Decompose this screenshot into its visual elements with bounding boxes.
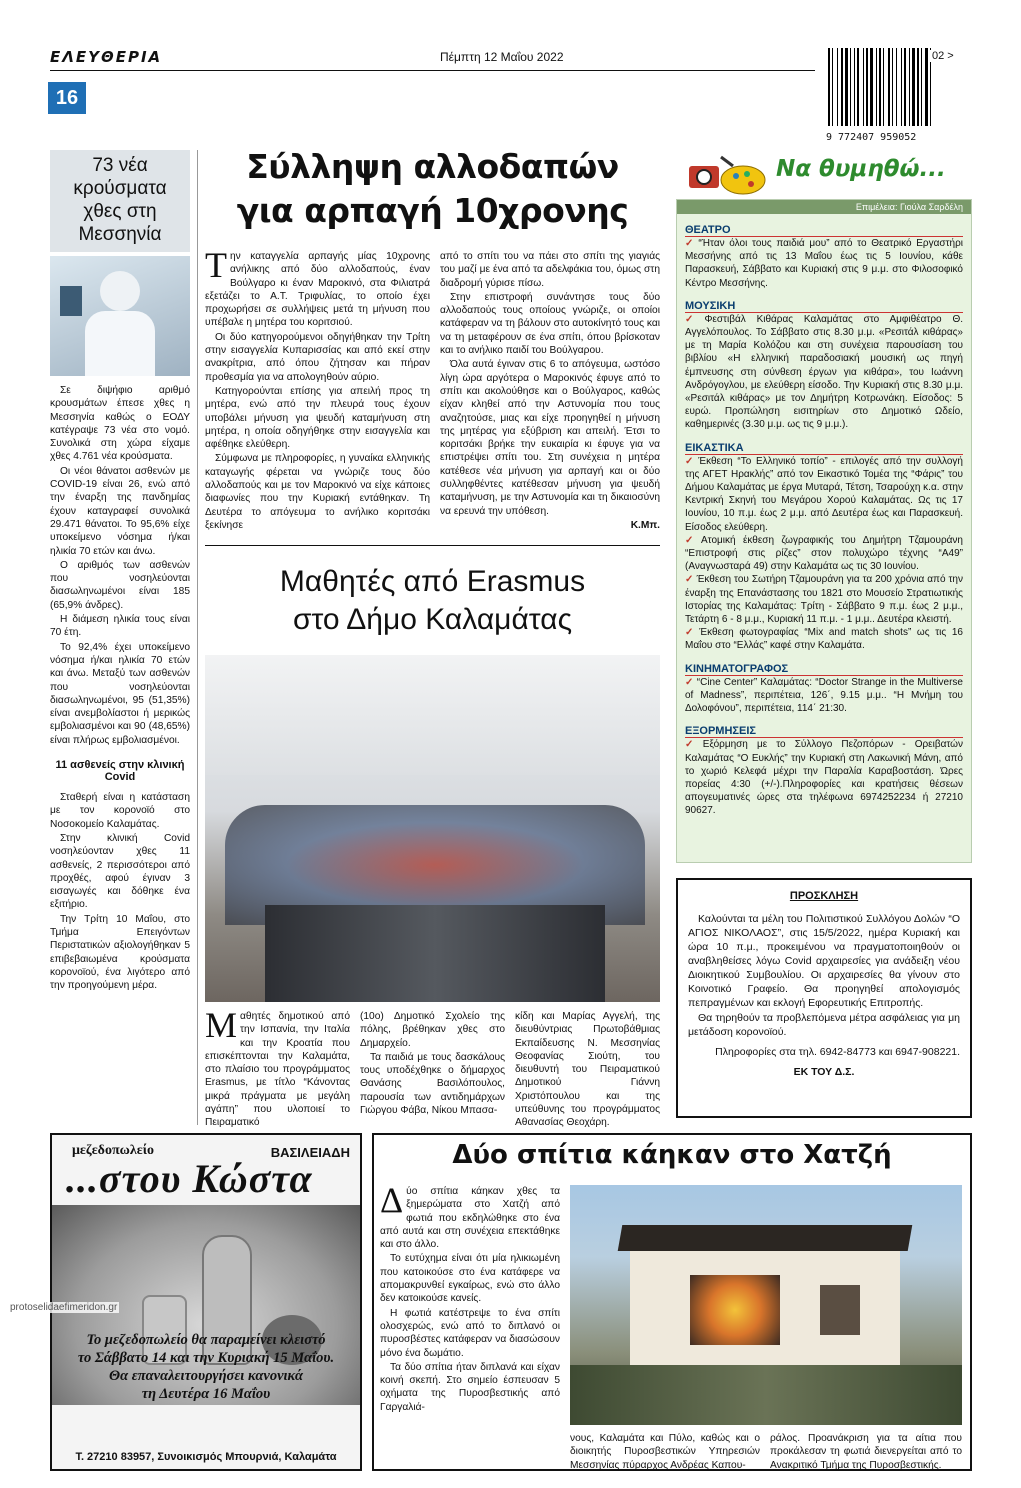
ad-name: ...στου Κώστα <box>66 1156 313 1201</box>
checkmark-icon: ✓ <box>685 534 698 546</box>
remember-item-text: Εξόρμηση με το Σύλλογο Πεζοπόρων - Ορειβατών Καλαμάτας “Ο Ευκλής” την Κυριακή στη Λακωνική Μάνη, από το χωριό Κελεφά μέχρι την Παραλία Καραβοστάση. Ώρες πορείας 4:30 (+/-).Πληροφορίες και κρατήσεις θέσεων απογευματινές ώρες στα τηλέφωνα 6974252234 ή 27210 90627. <box>685 739 963 817</box>
barcode-bar <box>854 48 855 126</box>
invitation-signature: ΕΚ ΤΟΥ Δ.Σ. <box>793 1066 855 1078</box>
remember-item <box>685 534 963 574</box>
barcode-bar <box>857 48 859 126</box>
fire-paragraph: ύο σπίτια κάηκαν χθες τα ξημερώματα στο Χατζή από φωτιά που εκδηλώθηκε στο ένα από αυτά και στη συνέχεια επεκτάθηκε και στο άλλο. <box>380 1186 560 1251</box>
page-number: 16 <box>48 82 86 114</box>
remember-section-heading: ΕΙΚΑΣΤΙΚΑ <box>685 442 963 455</box>
erasmus-dropcap: Μ <box>205 1005 238 1045</box>
remember-item <box>685 676 963 716</box>
arrest-title-line2: για αρπαγή 10χρονης <box>236 191 629 230</box>
covid-body <box>50 384 190 747</box>
remember-item <box>685 626 963 652</box>
issue-date: Πέμπτη 12 Μαΐου 2022 <box>440 50 564 64</box>
remember-item <box>685 573 963 626</box>
barcode-bar <box>925 48 928 126</box>
ad-footer: Τ. 27210 83957, Συνοικισμός Μπουρνιά, Καλαμάτα <box>75 1451 337 1463</box>
checkmark-icon: ✓ <box>685 676 694 688</box>
barcode-bar <box>901 48 902 126</box>
remember-item <box>685 237 963 290</box>
covid-rule <box>197 150 198 1125</box>
arrest-paragraph: ην καταγγελία αρπαγής μίας 10χρονης ανήλικης από δύο αλλοδαπούς, έναν Βούλγαρο κι έναν Μαροκινό, στα Φιλιατρά εξετάζει το Α.Τ. Τριφυλίας, το οποίο έχει προχωρήσει σε συλλήψεις μετά τη μήνυση που υπέβαλε η μητέρα του κοριτσιού. <box>205 251 430 329</box>
barcode-number: 9 772407 959052 <box>826 132 917 143</box>
barcode-bar <box>896 48 897 126</box>
erasmus-title-line1: Μαθητές από Erasmus <box>279 565 586 598</box>
barcode-bar <box>892 48 893 126</box>
ad-notice-line3: Θα επαναλειτουργήσει κανονικά <box>109 1368 303 1384</box>
ad-notice-line1: Το μεζεδοπωλείο θα παραμείνει κλειστό <box>86 1332 326 1348</box>
erasmus-col3 <box>515 1010 660 1131</box>
covid-paragraph: Την Τρίτη 10 Μαΐου, στο Τμήμα Επειγόντων Περιστατικών αξιολογήθηκαν 5 επιβεβαιωμένα κρούσματα κορονοϊού, ένα λιγότερο από την προηγούμενη μέρα. <box>50 913 190 992</box>
fire-col1 <box>380 1180 560 1415</box>
barcode-bar <box>888 48 890 126</box>
camera-palette-icon <box>681 152 771 198</box>
checkmark-icon: ✓ <box>685 313 702 325</box>
covid-subtitle: 11 ασθενείς στην κλινική Covid <box>55 759 185 784</box>
arrest-title-line1: Σύλληψη αλλοδαπών <box>246 147 619 186</box>
checkmark-icon: ✓ <box>685 455 696 467</box>
covid-paragraph: Οι νέοι θάνατοι ασθενών με COVID-19 είναι 26, ενώ από την έναρξη της πανδημίας έχουν καταγραφεί συνολικά 29.471 θάνατοι. Το 95,6% είχε υποκείμενο νόσημα ή/και ηλικία 70 ετών και άνω. <box>50 465 190 557</box>
covid-paragraph: Το 92,4% έχει υποκείμενο νόσημα ή/και ηλικία 70 ετών και άνω. Μεταξύ των ασθενών που νοσηλεύονται διασωληνωμένοι, 95 (51,35%) είναι ανεμβολίαστοι ή μερικώς εμβολιασμένοι και 90 (48,65%) είναι πλήρως εμβολιασμένοι. <box>50 641 190 746</box>
covid-paragraph: Ο αριθμός των ασθενών που νοσηλεύονται διασωληνωμένοι είναι 185 (65,9% άνδρες). <box>50 559 190 611</box>
covid-paragraph: Σταθερή είναι η κατάσταση με τον κορονοϊό στο Νοσοκομείο Καλαμάτας. <box>50 792 190 830</box>
barcode-bar <box>870 48 873 126</box>
fire-col2-text: νους, Καλαμάτα και Πύλο, καθώς και ο διοικητής Πυροσβεστικών Υπηρεσιών Μεσσηνίας πύραρχος Ανδρέας Καπου- <box>570 1433 760 1471</box>
fire-col3 <box>770 1432 962 1473</box>
barcode-bar <box>828 48 830 126</box>
barcode-bar <box>883 48 884 126</box>
remember-header <box>676 150 972 200</box>
remember-title: Να θυμηθώ... <box>776 156 946 182</box>
invitation-info: Πληροφορίες στα τηλ. 6942-84773 και 6947-908221. <box>715 1046 960 1058</box>
barcode-bar <box>917 48 919 126</box>
remember-section-heading: ΜΟΥΣΙΚΗ <box>685 300 963 313</box>
arrest-paragraph: Στην επιστροφή συνάντησε τους δύο αλλοδαπούς τους οποίους γνώριζε, οι οποίοι κατάφεραν να τη βάλουν στο αυτοκίνητό τους και να τη μεταφέρουν σε ένα σπίτι, όπου βρίσκοταν και το ανήλικο παιδί του Βούλγαρου. <box>440 291 660 357</box>
covid-photo <box>50 256 190 376</box>
remember-item-text: Έκθεση “Το Ελληνικό τοπίο” - επιλογές από την συλλογή της ΑΓΕΤ Ηρακλής” από τον Εικαστικό Τομέα της “Φάρις” του Δήμου Καλαμάτας με έργα Μυταρά, Τέτση, Τσαρούχη κ.α. στην Κεντρική Σκηνή του Μεγάρου Χορού Καλαμάτας. Ως τις 17 Ιουνίου, 10 π.μ. έως 2 μ.μ. από Δευτέρα έως και Παρασκευή. Είσοδος ελεύθερη. <box>685 455 963 533</box>
barcode-bar <box>912 48 915 126</box>
arrest-paragraph: από το σπίτι του να πάει στο σπίτι της γιαγιάς του μαζί με ένα από τα αδελφάκια του, όμως στη διαδρομή γύρισε πίσω. <box>440 251 660 289</box>
invitation-body: Καλούνται τα μέλη του Πολιτιστικού Συλλόγου Δολών “Ο ΑΓΙΟΣ ΝΙΚΟΛΑΟΣ”, στις 15/5/2022, ημέρα Κυριακή και ώρα 10 π.μ., προκειμένου να πραγματοποιηθούν οι αναβληθείσες λόγω Covid αρχαιρεσίες για ανάδειξη νέου Διοικητικού Συμβουλίου. Οι αρχαιρεσίες θα γίνουν στο Κοινοτικό Γραφείο. Θα προηγηθεί απολογισμός πεπραγμένων και εκλογή Εφορευτικής Επιτροπής. <box>688 913 960 1009</box>
checkmark-icon: ✓ <box>685 574 694 586</box>
erasmus-title <box>205 563 660 639</box>
erasmus-col3-text: κίδη και Μαρίας Αγγελή, της διευθύντριας Πρωτοβάθμιας Εκπαίδευσης Ν. Μεσσηνίας Θεοφανίας Σιούτη, του διευθυντή του Πειραματικού Δημοτικού Γιάννη Χριστόπουλου και της υπεύθυνης του προγράμματος Αθανασίας Θεοχάρη. <box>515 1011 660 1129</box>
fire-photo <box>570 1185 962 1425</box>
barcode-bar <box>879 48 881 126</box>
checkmark-icon: ✓ <box>685 238 696 249</box>
remember-item <box>685 313 963 432</box>
arrest-paragraph: Οι δύο κατηγορούμενοι οδηγήθηκαν την Τρίτη στην εισαγγελία Κυπαρισσίας και από εκεί στην ανακρίτρια, από όπου ζήτησαν και πήραν προθεσμία για να απολογηθούν αύριο. <box>205 331 430 383</box>
arrest-dropcap: Τ <box>205 245 227 285</box>
arrest-signature: Κ.Μπ. <box>630 519 660 531</box>
checkmark-icon: ✓ <box>685 627 697 639</box>
checkmark-icon: ✓ <box>685 739 700 751</box>
ad-notice-line4: τη Δευτέρα 16 Μαΐου <box>141 1386 271 1402</box>
barcode-bar <box>866 48 868 126</box>
arrest-bottom-rule <box>205 545 660 546</box>
fire-col2 <box>570 1432 760 1473</box>
barcode-bar <box>876 48 877 126</box>
remember-item <box>685 738 963 817</box>
header-rule <box>50 70 815 71</box>
barcode-bar <box>850 48 851 126</box>
remember-box <box>676 199 972 863</box>
covid-paragraph: Σε διψήφιο αριθμό κρουσμάτων έπεσε χθες η Μεσσηνία καθώς ο ΕΟΔΥ κατέγραψε 73 νέα στο νομό. Συνολικά στη χώρα είχαμε χθες 4.761 νέα κρούσματα. <box>50 385 190 463</box>
remember-item-text: “Ήταν όλοι τους παιδιά μου” από το Θεατρικό Εργαστήρι Μεσσήνης από τις 13 Μαΐου έως τις 5 Ιουνίου, κάθε Παρασκευή, Σάββατο και Κυριακή στις 9 μ.μ. στο Φιλοσοφικό Κέντρο Μεσσήνης. <box>685 238 963 289</box>
erasmus-group-photo <box>205 655 660 1002</box>
covid-body2 <box>50 791 190 992</box>
barcode-bar <box>863 48 864 126</box>
ad-owner: ΒΑΣΙΛΕΙΑΔΗ <box>270 1145 350 1160</box>
remember-item-text: Έκθεση φωτογραφίας “Mix and match shots” ως τις 16 Μαΐου στο “Ελλάς” καφέ στην Καλαμάτα. <box>685 627 963 652</box>
barcode-issue: 02 > <box>932 50 954 62</box>
covid-title: 73 νέα κρούσματα χθες στη Μεσσηνία <box>50 150 190 252</box>
fire-dropcap: Δ <box>380 1180 404 1220</box>
remember-section-heading: ΕΞΟΡΜΗΣΕΙΣ <box>685 725 963 738</box>
barcode-bar <box>904 48 906 126</box>
watermark: protoselidaefimeridon.gr <box>10 1302 118 1313</box>
invitation-body2: Θα τηρηθούν τα προβλεπόμενα μέτρα ασφάλειας για μη μετάδοση κορονοϊού. <box>688 1012 960 1038</box>
ad-type: μεζεδοπωλείο <box>72 1143 155 1158</box>
remember-section-heading: ΚΙΝΗΜΑΤΟΓΡΑΦΟΣ <box>685 663 963 676</box>
covid-paragraph: Στην κλινική Covid νοσηλεύονταν χθες 11 ασθενείς, 2 περισσότεροι από προχθές, αφού έγιναν 3 εισαγωγές και δόθηκε ένα εξιτήριο. <box>50 832 190 911</box>
invitation-box <box>676 878 972 1118</box>
erasmus-title-line2: στο Δήμο Καλαμάτας <box>292 603 573 636</box>
remember-section-heading: ΘΕΑΤΡΟ <box>685 224 963 237</box>
fire-paragraph: Η φωτιά κατέστρεψε το ένα σπίτι ολοσχερώς, ενώ από το διπλανό οι πυροσβέστες κατάφεραν να διασώσουν μόνο ένα δωμάτιο. <box>380 1307 560 1359</box>
arrest-paragraph: Όλα αυτά έγιναν στις 6 το απόγευμα, ωστόσο λίγη ώρα αργότερα ο Μαροκινός έφυγε από το σπίτι και ακολούθησε και ο Βούλγαρος, καθώς είχαν κληθεί από την Αστυνομία που τους αναζητούσε, μιας και είχε προηγηθεί η μήνυση της μητέρας για εξύβριση και απειλή. Έτσι το κοριτσάκι βρήκε την ευκαιρία κι έφυγε για να επιστρέψει σπίτι του. Στη συνέχεια η μητέρα κατέθεσε νέα μήνυση για αρπαγή και οι δύο συλληφθέντες κατέθεσαν μήνυση για ψευδή καταμήνυση, με την Αστυνομία και τη δικαιοσύνη να ερευνά την υπόθεση. <box>440 359 660 517</box>
remember-editor: Επιμέλεια: Γιούλα Σαρδέλη <box>677 200 971 214</box>
barcode-bar <box>921 48 922 126</box>
arrest-title <box>205 145 660 233</box>
arrest-col1 <box>205 245 430 533</box>
erasmus-col2 <box>360 1010 505 1118</box>
invitation-title: ΠΡΟΣΚΛΗΣΗ <box>789 890 859 902</box>
arrest-col2 <box>440 250 660 532</box>
remember-item <box>685 455 963 534</box>
remember-item-text: “Cine Center” Καλαμάτας: “Doctor Strange in the Multiverse of Madness”, περιπέτεια, 126΄, 9.15 μ.μ.. “Η Μνήμη του Δολοφόνου”, περιπέτεια, 114΄ 21:30. <box>685 676 963 715</box>
arrest-paragraph: Κατηγορούνται επίσης για απειλή προς τη μητέρα, ενώ από την πλευρά τους έχουν υποβάλει μήνυση για ψευδή καταμήνυση στη μητέρα, η οποία οδηγήθηκε στην εισαγγελία και αφέθηκε ελεύθερη. <box>205 385 430 451</box>
erasmus-paragraph: (10ο) Δημοτικό Σχολείο της πόλης, βρέθηκαν χθες στο Δημαρχείο. <box>360 1011 505 1049</box>
covid-paragraph: Η διάμεση ηλικία τους είναι 70 έτη. <box>50 614 190 639</box>
barcode-bar <box>841 48 843 126</box>
remember-item-text: Ατομική έκθεση ζωγραφικής του Δημήτρη Τζαμουράνη “Επιστροφή στις ρίζες” στον πολυχώρο τέχνης “Α49” (Αναγνωσταρά 49) στην Καλαμάτα ως τις 30 Ιουνίου. <box>685 534 963 573</box>
barcode-bar <box>837 48 838 126</box>
arrest-paragraph: Σύμφωνα με πληροφορίες, η γυναίκα ελληνικής καταγωγής φέρεται να γνώριζε τους δύο αλλοδαπούς και με τον Μαροκινό να είχε κάποιες διαφωνίες που την Κυριακή εντάθηκαν. Τη Δευτέρα το απόγευμα το ανήλικο κοριτσάκι ξεκίνησε <box>205 453 430 531</box>
barcode-bar <box>832 48 833 126</box>
ad-notice-line2: το Σάββατο 14 και την Κυριακή 15 Μαΐου. <box>77 1350 335 1366</box>
fire-title: Δύο σπίτια κάηκαν στο Χατζή <box>452 1140 892 1170</box>
remember-item-text: Φεστιβάλ Κιθάρας Καλαμάτας στο Αμφιθέατρο Θ. Αγγελόπουλος. Το Σάββατο στις 8.30 μ.μ. «Ρεσιτάλ κιθάρας» με τη Μαρία Κολόζου και στη συνέχεια παρουσίαση του βιβλίου «Η ελληνική παραδοσιακή μουσική ως πηγή έμπνευσης στη σύνθεση έργων για κιθάρα», του Ιωάννη Ανδρόγογλου, με ελεύθερη είσοδο. Την Κυριακή στις 8.30 μ.μ. «Ρεσιτάλ κιθάρας» με τον Δημήτρη Κοτρωνάκη. Είσοδος: 5 ευρώ. Προπώληση εισιτηρίων στο Δημοτικό Ωδείο, καθημερινές (3.30 μ.μ. ως τις 9 μ.μ.). <box>685 313 963 431</box>
remember-item-text: Έκθεση του Σωτήρη Τζαμουράνη για τα 200 χρόνια από την έναρξη της Επανάστασης του 1821 στο Μουσείο Στρατιωτικής Ιστορίας της Καλαμάτας: Τρίτη - Σάββατο 9 π.μ. έως 2 μ.μ., Τετάρτη 6 - 8 μ.μ., Κυριακή 11 π.μ. - 1 μ.μ.. Δευτέρα κλειστή. <box>685 574 963 626</box>
covid-article <box>50 150 190 993</box>
fire-paragraph: Τα δύο σπίτια ήταν διπλανά και είχαν κοινή σκεπή. Στο σημείο έσπευσαν 5 οχήματα της Πυροσβεστικής από Γαργαλιά- <box>380 1361 560 1413</box>
fire-col3-text: ράλος. Προανάκριση για τα αίτια που προκάλεσαν τη φωτιά διενεργείται από το Ανακριτικό Τμήμα της Πυροσβεστικής. <box>770 1433 962 1471</box>
masthead: ΕΛΕΥΘΕΡΙΑ <box>50 48 163 66</box>
erasmus-col1 <box>205 1005 350 1131</box>
erasmus-paragraph: Τα παιδιά με τους δασκάλους τους υποδέχθηκε ο δήμαρχος Θανάσης Βασιλόπουλος, παρουσία των αντιδημάρχων Γιώργου Φάβα, Νίκου Μπασα- <box>360 1051 505 1117</box>
barcode-bar <box>909 48 910 126</box>
erasmus-col1-text: αθητές δημοτικού από την Ισπανία, την Ιταλία και την Κροατία που επισκέπτονται την Καλαμάτα, στο πλαίσιο του προγράμματος Erasmus, με τίτλο “Κάνοντας μικρά πράγματα με μεγάλη αγάπη” που υλοποιεί το Πειραματικό <box>205 1011 350 1129</box>
fire-paragraph: Το ευτύχημα είναι ότι μία ηλικιωμένη που κατοικούσε στο ένα κατάφερε να απομακρυνθεί εγκαίρως, ενώ στο άλλο δεν κατοικούσε κανείς. <box>380 1253 560 1305</box>
barcode-bar <box>845 48 848 126</box>
